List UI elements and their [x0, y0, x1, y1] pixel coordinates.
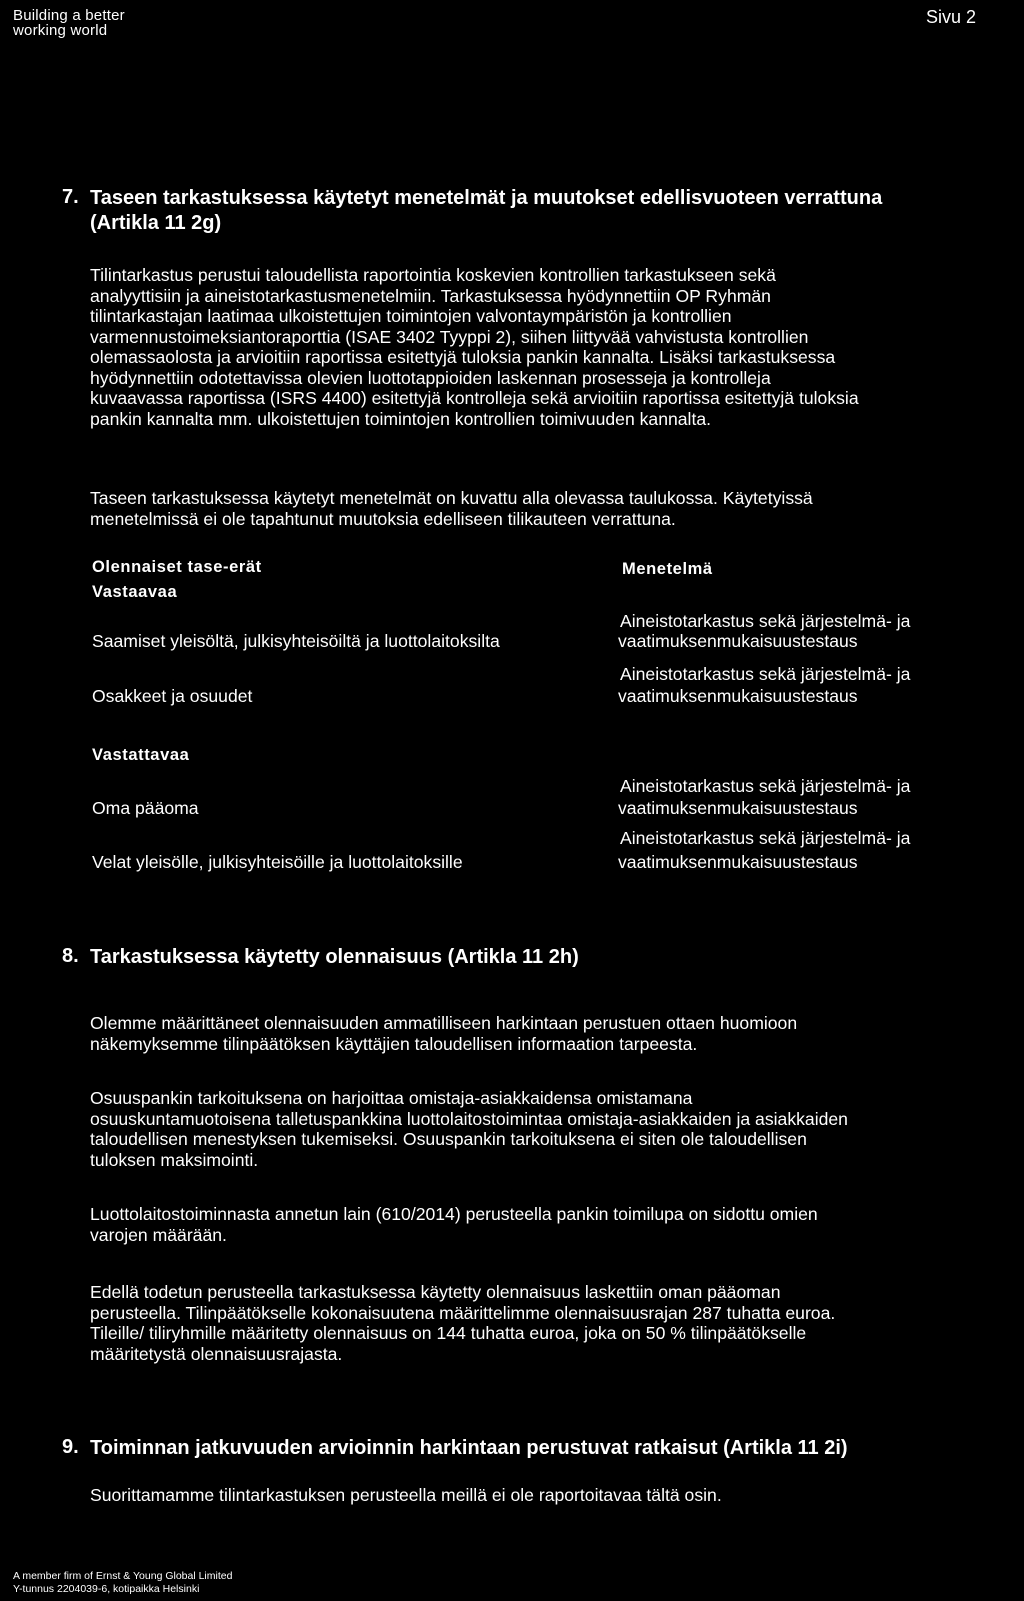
page-number: Sivu 2 [925, 7, 976, 27]
method-line-1: Aineistotarkastus sekä järjestelmä- ja [620, 611, 911, 631]
table-row-1-method [620, 611, 910, 631]
paragraph-line: varojen määrään. [90, 1224, 227, 1245]
section-8-number: 8. [62, 945, 79, 967]
paragraph-line: analyyttisiin ja aineistotarkastusmenetelmiin. Tarkastuksessa hyödynnettiin OP Ryhmän [90, 285, 771, 306]
section-9-paragraph-1 [90, 1485, 1010, 1506]
table-row-4-item: Velat yleisölle, julkisyhteisöille ja luottolaitoksille [92, 852, 463, 872]
paragraph-line: Edellä todetun perusteella tarkastuksessa käytetty olennaisuus laskettiin oman pääoman [90, 1282, 781, 1302]
paragraph-line: näkemyksemme tilinpäätöksen käyttäjien taloudellisen informaation tarpeesta. [90, 1033, 698, 1054]
table-row-1-item: Saamiset yleisöltä, julkisyhteisöiltä ja luottolaitoksilta [92, 631, 500, 651]
paragraph-line: hyödynnettiin odotettavissa olevien luottotappioiden laskennan prosesseja ja kontrolleja [90, 367, 771, 388]
section-7-title-line-2: (Artikla 11 2g) [90, 212, 222, 234]
table-row-2-item: Osakkeet ja osuudet [92, 686, 253, 706]
brand-logo-text [13, 8, 125, 38]
footer-line-1: A member firm of Ernst & Young Global Limited [13, 1570, 233, 1582]
section-8-paragraph-3 [90, 1204, 1010, 1245]
footer-line-2: Y-tunnus 2204039-6, kotipaikka Helsinki [13, 1583, 200, 1595]
table-group-vastattavaa: Vastattavaa [92, 746, 190, 764]
section-7-paragraph-1 [90, 265, 1010, 429]
brand-line-1: Building a better [13, 7, 125, 24]
paragraph-line: Tilintarkastus perustui taloudellista raportointia koskevien kontrollien tarkastukseen sekä [90, 265, 776, 285]
paragraph-line: Taseen tarkastuksessa käytetyt menetelmät on kuvattu alla olevassa taulukossa. Käytetyissä [90, 488, 813, 508]
section-9-title: Toiminnan jatkuvuuden arvioinnin harkintaan perustuvat ratkaisut (Artikla 11 2i) [90, 1437, 848, 1459]
paragraph-line: Tileille/ tiliryhmille määritetty olennaisuus on 144 tuhatta euroa, joka on 50 % tilinpäätökselle [90, 1323, 807, 1343]
section-9-number: 9. [62, 1436, 79, 1458]
section-7-paragraph-2 [90, 488, 1010, 529]
table-row-1-method-line-2: vaatimuksenmukaisuustestaus [618, 631, 858, 651]
table-row-2-method-line-1: Aineistotarkastus sekä järjestelmä- ja [620, 664, 911, 684]
paragraph-line: Osuuspankin tarkoituksena on harjoittaa omistaja-asiakkaidensa omistamana [90, 1088, 693, 1108]
table-row-4-method-line-2: vaatimuksenmukaisuustestaus [618, 852, 858, 872]
brand-line-2: working world [13, 22, 108, 39]
paragraph-line: varmennustoimeksiantoraporttia (ISAE 3402 Tyyppi 2), siihen liittyvää vahvistusta kontrollien [90, 326, 809, 347]
paragraph-line: kuvaavassa raportissa (ISRS 4400) esitettyjä kontrolleja sekä arvioitiin raportissa esitettyjä tuloksia [90, 388, 859, 408]
table-header-method: Menetelmä [622, 560, 713, 578]
paragraph-line: Luottolaitostoiminnasta annetun lain (610/2014) perusteella pankin toimilupa on sidottu omien [90, 1204, 818, 1224]
table-row-3-item: Oma pääoma [92, 798, 199, 818]
table-row-3-method-line-2: vaatimuksenmukaisuustestaus [618, 798, 858, 818]
section-8-paragraph-2 [90, 1088, 1010, 1170]
section-8-paragraph-1 [90, 1013, 1010, 1054]
table-row-3-method-line-1: Aineistotarkastus sekä järjestelmä- ja [620, 776, 911, 796]
paragraph-line: määritetystä olennaisuusrajasta. [90, 1343, 343, 1364]
section-7-title [90, 186, 1020, 236]
footer [13, 1570, 232, 1596]
paragraph-line: tuloksen maksimointi. [90, 1149, 259, 1170]
paragraph-line: olemassaolosta ja arvioitiin raportissa esitettyjä tuloksia pankin kannalta. Lisäksi tarkastuksessa [90, 347, 836, 367]
section-7-title-line-1: Taseen tarkastuksessa käytetyt menetelmät ja muutokset edellisvuoteen verrattuna [90, 187, 883, 209]
paragraph-line: Olemme määrittäneet olennaisuuden ammatilliseen harkintaan perustuen ottaen huomioon [90, 1013, 798, 1033]
paragraph-line: tilintarkastajan laatimaa ulkoistettujen toimintojen valvontaympäristön ja kontrollien [90, 306, 732, 326]
paragraph-line: Suorittamamme tilintarkastuksen perusteella meillä ei ole raportoitavaa tältä osin. [90, 1485, 722, 1505]
section-7-number: 7. [62, 186, 79, 208]
paragraph-line: perusteella. Tilinpäätökselle kokonaisuutena määrittelimme olennaisuusrajan 287 tuhatta euroa. [90, 1302, 836, 1323]
paragraph-line: osuuskuntamuotoisena talletuspankkina luottolaitostoimintaa omistaja-asiakkaiden ja asiakkaiden [90, 1108, 848, 1129]
table-row-4-method-line-1: Aineistotarkastus sekä järjestelmä- ja [620, 828, 911, 848]
section-8-paragraph-4 [90, 1282, 1010, 1364]
table-header-items: Olennaiset tase-erät [92, 558, 262, 576]
paragraph-line: pankin kannalta mm. ulkoistettujen toimintojen kontrollien toimivuuden kannalta. [90, 408, 712, 429]
section-8-title: Tarkastuksessa käytetty olennaisuus (Artikla 11 2h) [90, 946, 579, 968]
paragraph-line: taloudellisen menestyksen tukemiseksi. Osuuspankin tarkoituksena ei siten ole taloudellisen [90, 1129, 807, 1149]
paragraph-line: menetelmissä ei ole tapahtunut muutoksia edelliseen tilikauteen verrattuna. [90, 508, 676, 529]
table-group-vastaavaa: Vastaavaa [92, 583, 178, 601]
table-row-2-method-line-2: vaatimuksenmukaisuustestaus [618, 686, 858, 706]
